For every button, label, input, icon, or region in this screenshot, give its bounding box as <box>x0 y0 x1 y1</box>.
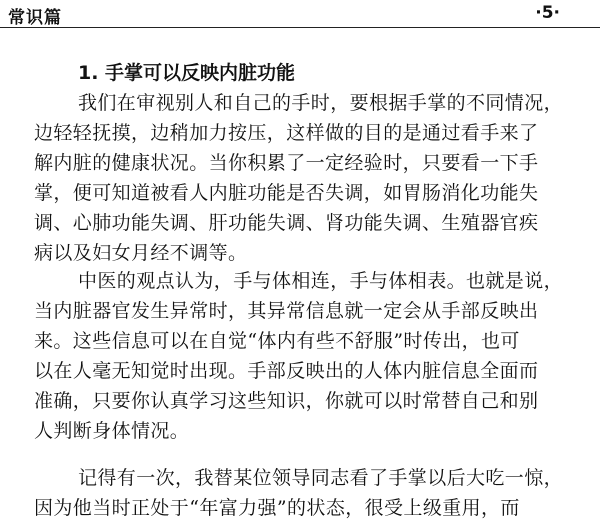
running-head <box>0 0 600 26</box>
paragraph-2 <box>34 266 574 446</box>
text-line: 人判断身体情况。 <box>34 420 190 442</box>
text-line: 我们在审视别人和自己的手时，要根据手掌的不同情况， <box>78 92 564 114</box>
text-line: 来。这些信息可以在自觉“体内有些不舒服”时传出，也可 <box>34 330 520 352</box>
text-line: 当内脏器官发生异常时，其异常信息就一定会从手部反映出 <box>34 300 539 322</box>
text-line: 解内脏的健康状况。当你积累了一定经验时，只要看一下手 <box>34 152 539 174</box>
paragraph-3 <box>34 463 574 523</box>
text-line: 掌，便可知道被看人内脏功能是否失调，如胃肠消化功能失 <box>34 182 539 204</box>
text-line: 边轻轻抚摸，边稍加力按压，这样做的目的是通过看手来了 <box>34 122 539 144</box>
section-heading: 1. 手掌可以反映内脏功能 <box>78 62 296 84</box>
text-line: 病以及妇女月经不调等。 <box>34 242 248 264</box>
paragraph-1 <box>34 88 574 268</box>
page-number: ·5· <box>535 3 560 23</box>
text-line: 记得有一次，我替某位领导同志看了手掌以后大吃一惊， <box>78 467 564 489</box>
text-line: 调、心肺功能失调、肝功能失调、肾功能失调、生殖器官疾 <box>34 212 539 234</box>
text-line: 准确，只要你认真学习这些知识，你就可以时常替自己和别 <box>34 390 539 412</box>
text-line: 中医的观点认为，手与体相连，手与体相表。也就是说， <box>78 270 564 292</box>
text-line: 以在人毫无知觉时出现。手部反映出的人体内脏信息全面而 <box>34 360 539 382</box>
text-line: 因为他当时正处于“年富力强”的状态，很受上级重用，而 <box>34 497 520 519</box>
header-rule <box>0 27 600 28</box>
section-name: 常识篇 <box>8 8 62 28</box>
